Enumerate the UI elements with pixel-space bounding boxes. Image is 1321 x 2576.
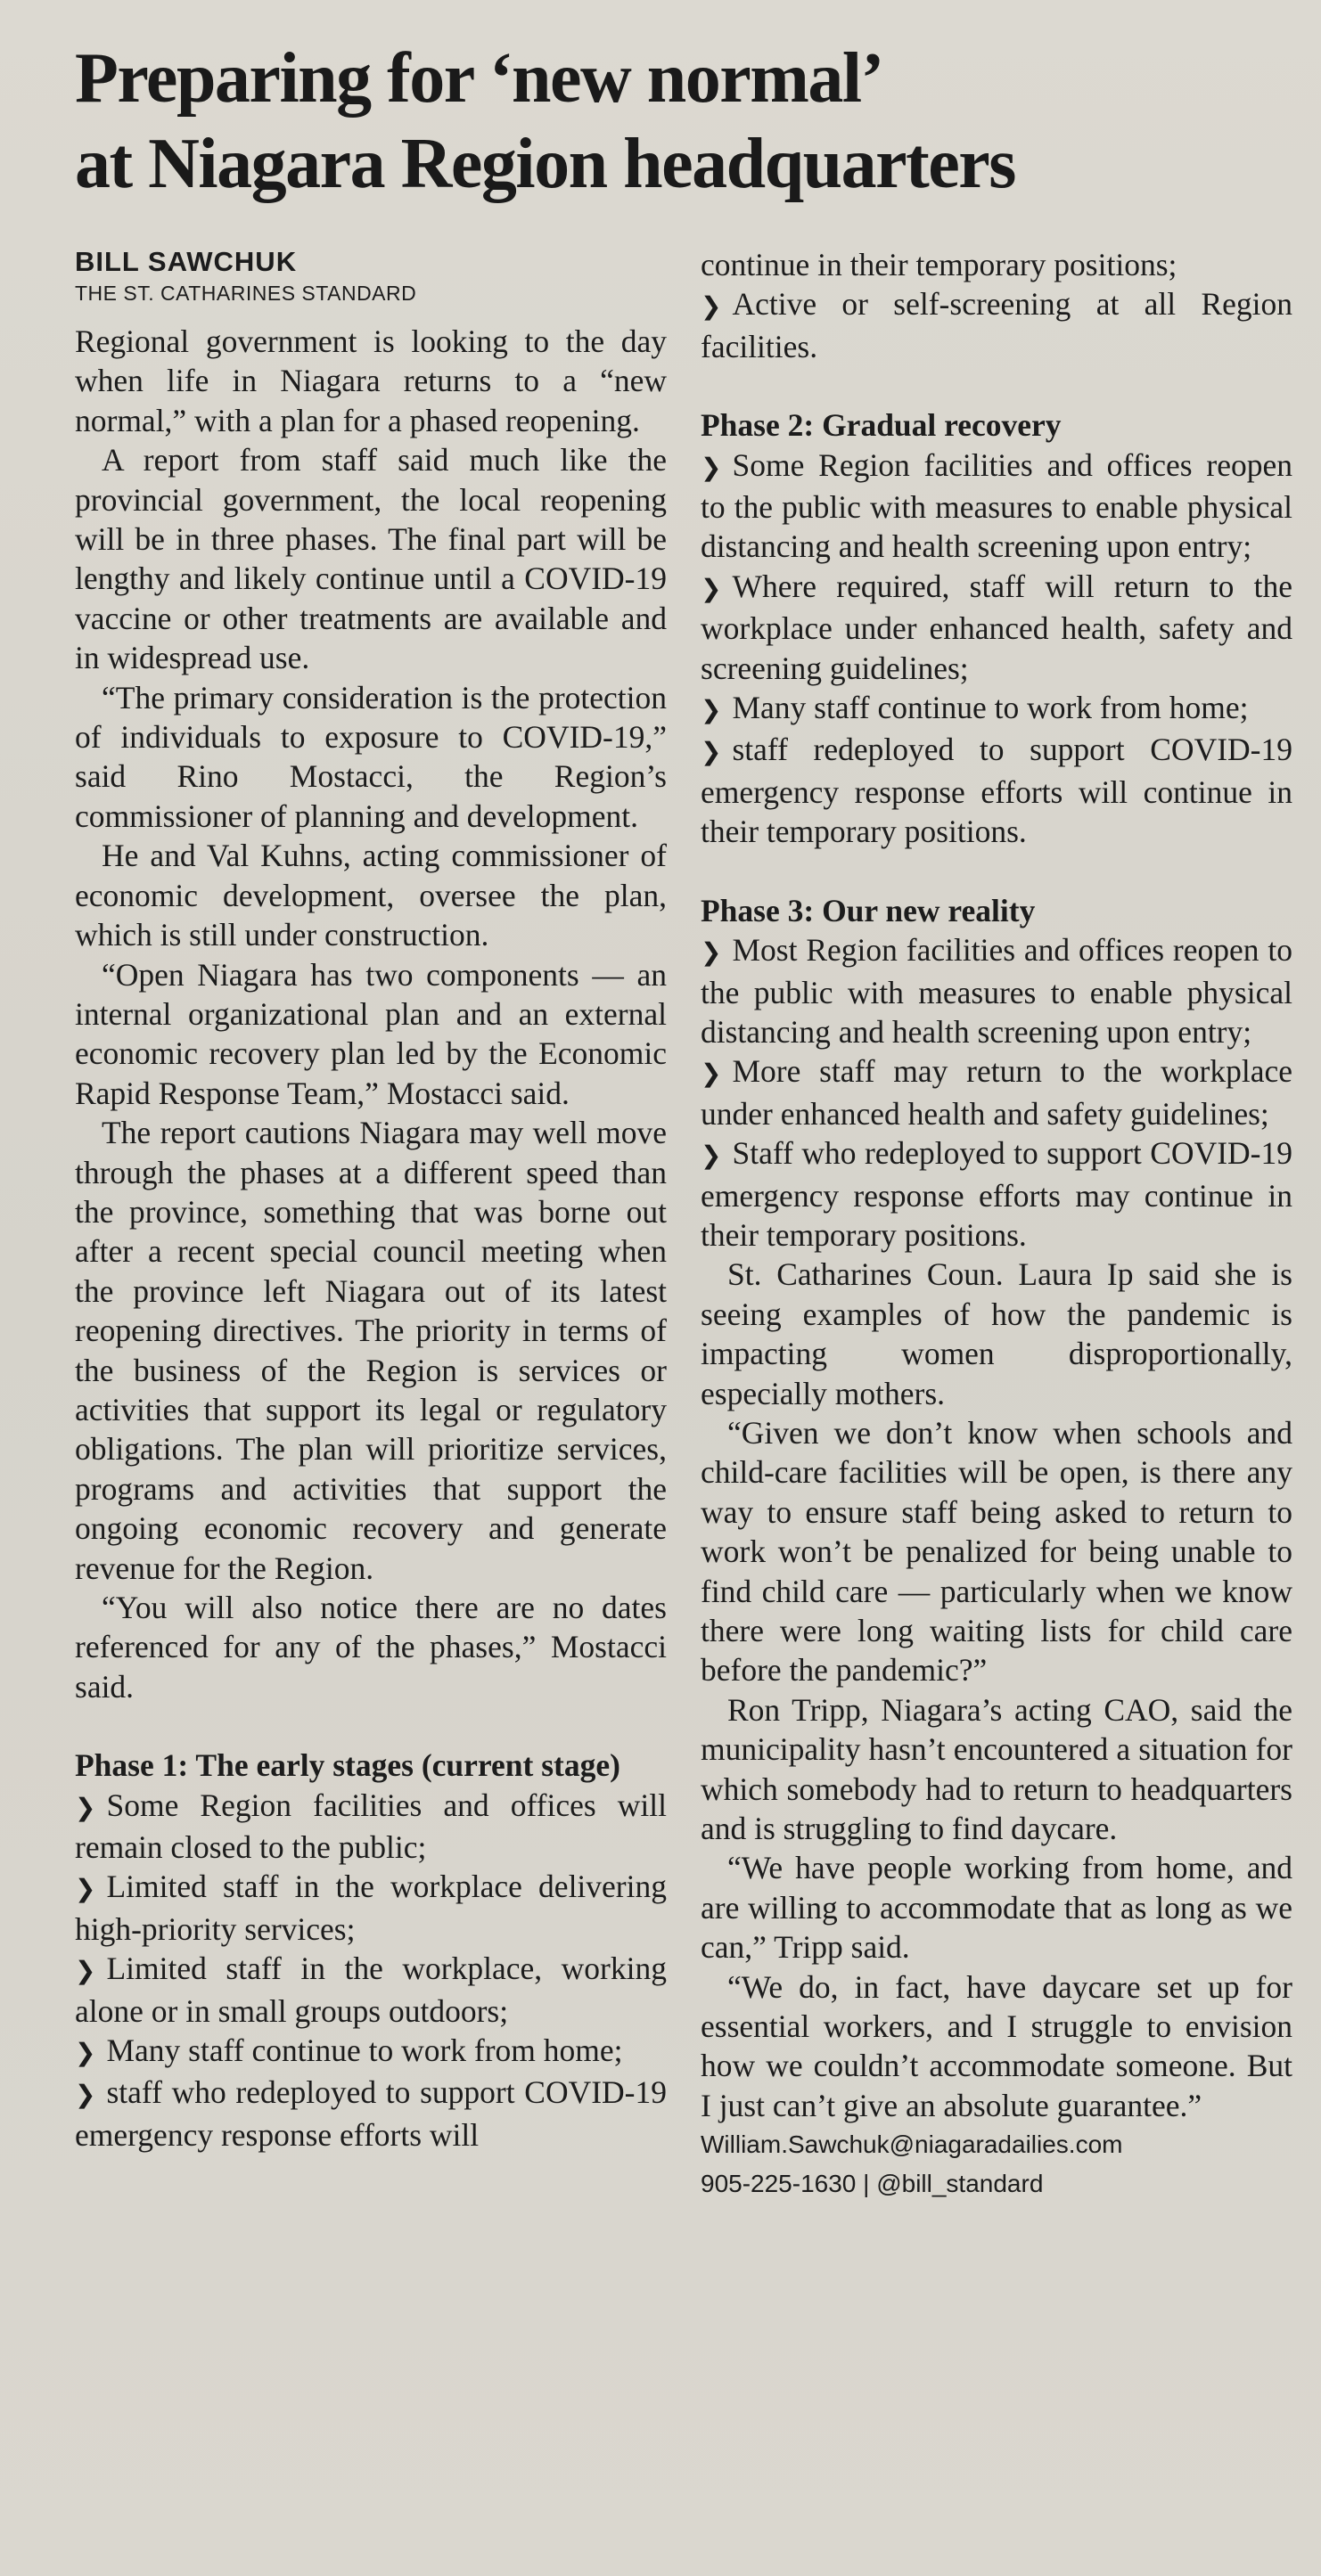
- paragraph: St. Catharines Coun. Laura Ip said she is seeing examples of how the pandemic is impacting women disproportionally, especially mothers.: [701, 1256, 1292, 1411]
- paragraph: “We have people working from home, and are willing to accommodate that as long as we can,” Tripp said.: [701, 1850, 1292, 1966]
- author-phone-social: 905-225-1630 | @bill_standard: [701, 2170, 1044, 2198]
- chevron-right-icon: ❯: [701, 1141, 722, 1171]
- bullet-item: ❯ More staff may return to the workplace under enhanced health and safety guidelines;: [701, 1053, 1292, 1132]
- phase-2-heading: Phase 2: Gradual recovery: [701, 407, 1062, 444]
- byline-author: BILL SAWCHUK: [75, 246, 298, 277]
- chevron-right-icon: ❯: [75, 2038, 96, 2068]
- chevron-right-icon: ❯: [75, 1792, 96, 1822]
- chevron-right-icon: ❯: [75, 1956, 96, 1986]
- bullet-item: ❯ Some Region facilities and offices will remain closed to the public;: [75, 1787, 667, 1866]
- bullet-item: ❯ staff who redeployed to support COVID-19 emergency response efforts will: [75, 2074, 667, 2153]
- chevron-right-icon: ❯: [701, 291, 722, 322]
- phase-1-heading: Phase 1: The early stages (current stage): [75, 1747, 620, 1784]
- paragraph: “You will also notice there are no dates referenced for any of the phases,” Mostacci said.: [75, 1590, 667, 1705]
- paragraph: Regional government is looking to the day when life in Niagara returns to a “new normal,” with a plan for a phased reopening.: [75, 323, 667, 438]
- paragraph: “The primary consideration is the protection of individuals to exposure to COVID-19,” said Rino Mostacci, the Region’s commissioner of planning and development.: [75, 679, 667, 834]
- bullet-item: ❯ Many staff continue to work from home;: [701, 690, 1249, 726]
- chevron-right-icon: ❯: [701, 452, 722, 482]
- headline: [75, 36, 1260, 207]
- paragraph: “Given we don’t know when schools and child-care facilities will be open, is there any way to ensure staff being asked to return to work won’t be penalized for being unable to find child care — particularly when we know there were long waiting lists for child care before the pandemic?”: [701, 1414, 1292, 1689]
- bullet-item: ❯ Limited staff in the workplace, working alone or in small groups outdoors;: [75, 1950, 667, 2029]
- chevron-right-icon: ❯: [701, 937, 722, 968]
- paragraph-continued: continue in their temporary positions;: [701, 247, 1177, 282]
- chevron-right-icon: ❯: [701, 737, 722, 767]
- chevron-right-icon: ❯: [75, 1874, 96, 1904]
- right-column: [701, 245, 1292, 2204]
- paragraph: The report cautions Niagara may well move through the phases at a different speed than the province, something that was borne out after a recent special council meeting when the province left Niagara out of its latest reopening directives. The priority in terms of the business of the Region is services or activities that support its legal or regulatory obligations. The plan will prioritize services, programs and activities that support the ongoing economic recovery and generate revenue for the Region.: [75, 1115, 667, 1586]
- paragraph: “We do, in fact, have daycare set up for essential workers, and I struggle to envision how we couldn’t accommodate someone. But I just can’t give an absolute guarantee.”: [701, 1968, 1292, 2123]
- bullet-item: ❯ Staff who redeployed to support COVID-19 emergency response efforts may continue in their temporary positions.: [701, 1135, 1292, 1253]
- bullet-item: ❯ staff redeployed to support COVID-19 emergency response efforts will continue in their temporary positions.: [701, 732, 1292, 850]
- paragraph: Ron Tripp, Niagara’s acting CAO, said the municipality hasn’t encountered a situation for which somebody had to return to headquarters and is struggling to find daycare.: [701, 1691, 1292, 1847]
- left-column: [75, 245, 667, 2155]
- paragraph: He and Val Kuhns, acting commissioner of economic development, oversee the plan, which is still under construction.: [75, 838, 667, 953]
- chevron-right-icon: ❯: [701, 695, 722, 725]
- byline-publication: THE ST. CATHARINES STANDARD: [75, 282, 417, 305]
- bullet-item: ❯ Active or self-screening at all Region facilities.: [701, 286, 1292, 364]
- paragraph: A report from staff said much like the provincial government, the local reopening will be in three phases. The final part will be lengthy and likely continue until a COVID-19 vaccine or other treatments are available and in widespread use.: [75, 442, 667, 676]
- chevron-right-icon: ❯: [701, 573, 722, 603]
- headline-line-2: at Niagara Region headquarters: [75, 125, 1015, 203]
- bullet-item: ❯ Where required, staff will return to the workplace under enhanced health, safety and screening guidelines;: [701, 568, 1292, 686]
- paragraph: “Open Niagara has two components — an internal organizational plan and an external economic recovery plan led by the Economic Rapid Response Team,” Mostacci said.: [75, 956, 667, 1111]
- chevron-right-icon: ❯: [701, 1059, 722, 1089]
- phase-3-heading: Phase 3: Our new reality: [701, 892, 1036, 928]
- bullet-item: ❯ Most Region facilities and offices reopen to the public with measures to enable physical distancing and health screening upon entry;: [701, 932, 1292, 1050]
- headline-line-1: Preparing for ‘new normal’: [75, 39, 883, 118]
- bullet-item: ❯ Limited staff in the workplace delivering high-priority services;: [75, 1869, 667, 1947]
- bullet-item: ❯ Many staff continue to work from home;: [75, 2032, 623, 2069]
- author-email: William.Sawchuk@niagaradailies.com: [701, 2130, 1123, 2159]
- chevron-right-icon: ❯: [75, 2080, 96, 2110]
- bullet-item: ❯ Some Region facilities and offices reopen to the public with measures to enable physical distancing and health screening upon entry;: [701, 446, 1292, 565]
